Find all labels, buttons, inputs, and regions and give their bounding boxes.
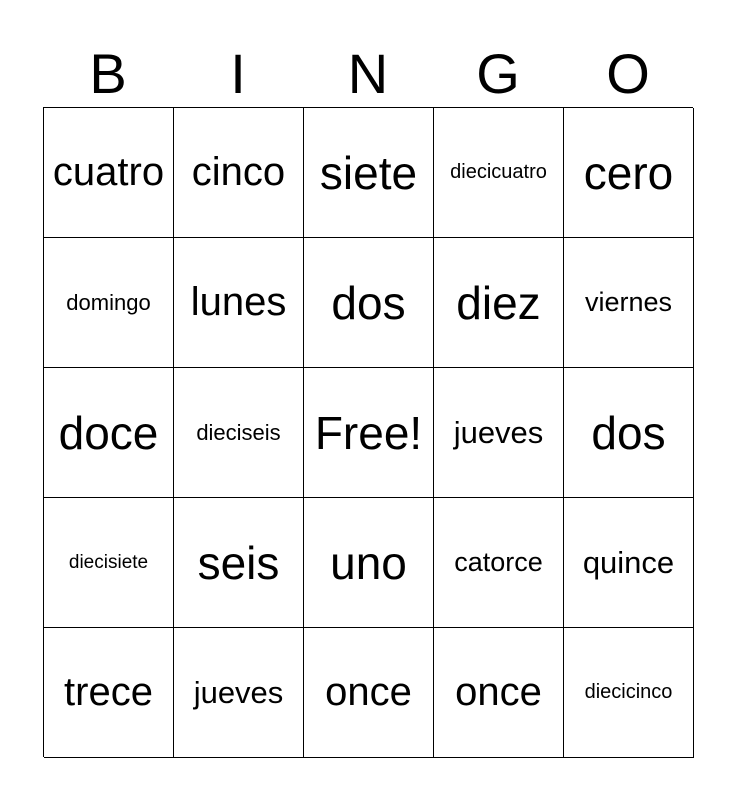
header-letter-i: I: [230, 42, 246, 105]
bingo-cell[interactable]: trece: [44, 628, 174, 758]
bingo-cell[interactable]: diecisiete: [44, 498, 174, 628]
bingo-cell[interactable]: jueves: [434, 368, 564, 498]
bingo-cell[interactable]: siete: [304, 108, 434, 238]
bingo-cell[interactable]: cinco: [174, 108, 304, 238]
bingo-cell[interactable]: jueves: [174, 628, 304, 758]
bingo-cell[interactable]: doce: [44, 368, 174, 498]
bingo-board: [43, 107, 693, 757]
bingo-cell[interactable]: dieciseis: [174, 368, 304, 498]
bingo-cell[interactable]: quince: [564, 498, 694, 628]
bingo-cell[interactable]: diecicuatro: [434, 108, 564, 238]
header-letter-n: N: [347, 42, 389, 105]
bingo-cell[interactable]: once: [304, 628, 434, 758]
header-letter-g: G: [476, 42, 520, 105]
header-letter-o: O: [606, 42, 650, 105]
bingo-cell[interactable]: lunes: [174, 238, 304, 368]
bingo-cell[interactable]: cuatro: [44, 108, 174, 238]
bingo-cell[interactable]: domingo: [44, 238, 174, 368]
header-letter-b: B: [89, 42, 127, 105]
free-space-cell[interactable]: Free!: [304, 368, 434, 498]
bingo-cell[interactable]: once: [434, 628, 564, 758]
bingo-cell[interactable]: seis: [174, 498, 304, 628]
bingo-cell[interactable]: dos: [304, 238, 434, 368]
bingo-cell[interactable]: diecicinco: [564, 628, 694, 758]
bingo-cell[interactable]: cero: [564, 108, 694, 238]
bingo-cell[interactable]: uno: [304, 498, 434, 628]
bingo-cell[interactable]: dos: [564, 368, 694, 498]
bingo-cell[interactable]: diez: [434, 238, 564, 368]
bingo-cell[interactable]: viernes: [564, 238, 694, 368]
bingo-cell[interactable]: catorce: [434, 498, 564, 628]
bingo-header: [43, 40, 693, 108]
